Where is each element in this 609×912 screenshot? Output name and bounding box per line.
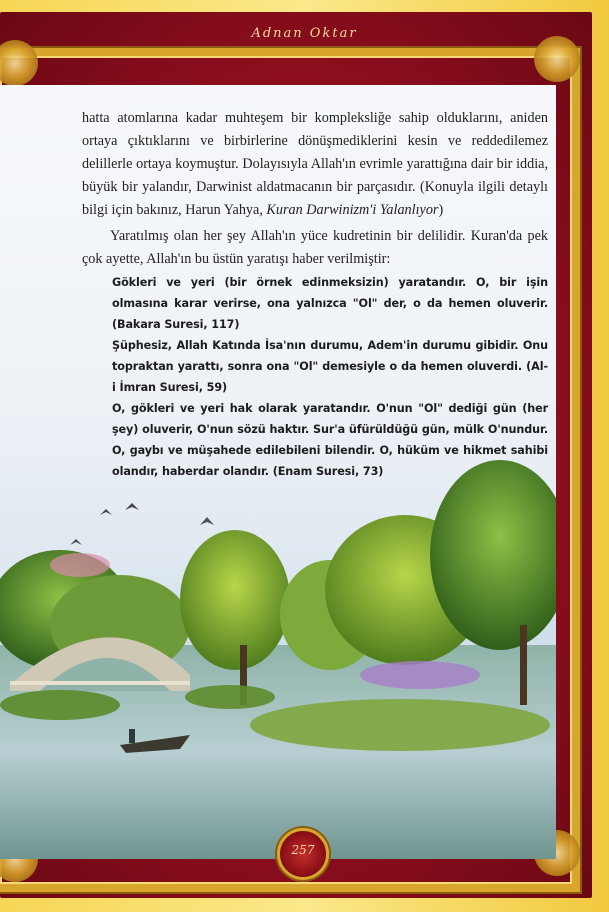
verse-quote-1: Gökleri ve yeri (bir örnek edinmeksizin) yaratandır. O, bir işin olmasına karar verirse, ona yalnızca "Ol" der, o da hemen oluverir. (Bakara Suresi, 117) (112, 276, 548, 331)
verse-quote-3: O, gökleri ve yeri hak olarak yaratandır. O'nun "Ol" dediği gün (her şey) oluverir, O'nun sözü haktır. Sur'a üfürüldüğü gün, mülk O'nundur. O, gaybı ve müşahede edilebileni bilendir. O, hüküm ve hikmet sahibi olandır, haberdar olandır. (Enam Suresi, 73) (112, 402, 548, 478)
corner-ornament-top-right (534, 36, 580, 82)
paragraph-1-text: hatta atomlarına kadar muhteşem bir kompleksliğe sahip olduklarını, aniden ortaya çıktıklarını ve birbirlerine dönüşmediklerini kesin ve reddedilemez delillerle ortaya koymuştur. Dolayısıyla Allah'ın evrimle yarattığına dair bir iddia, büyük bir yalandır, Darwinist aldatmacanın bir parçasıdır. (Konuyla ilgili detaylı bilgi için bakınız, Harun Yahya, (82, 110, 548, 218)
book-title: Kuran Darwinizm'i Yalanlıyor (266, 202, 439, 218)
page-number: 257 (291, 843, 315, 857)
article-text (82, 107, 548, 482)
header-author-title: Adnan Oktar (251, 26, 358, 41)
verse-quote-2: Şüphesiz, Allah Katında İsa'nın durumu, Adem'in durumu gibidir. Onu topraktan yarattı, sonra ona "Ol" demesiyle o da hemen oluverdi. (Al-i İmran Suresi, 59) (112, 339, 548, 394)
paragraph-1 (82, 107, 548, 222)
paragraph-1-close: ) (438, 202, 444, 218)
paragraph-2: Yaratılmış olan her şey Allah'ın yüce kudretinin bir delilidir. Kuran'da pek çok ayette, Allah'ın bu üstün yaratışı haber verilmiştir: (82, 228, 548, 267)
content-panel (0, 85, 556, 859)
